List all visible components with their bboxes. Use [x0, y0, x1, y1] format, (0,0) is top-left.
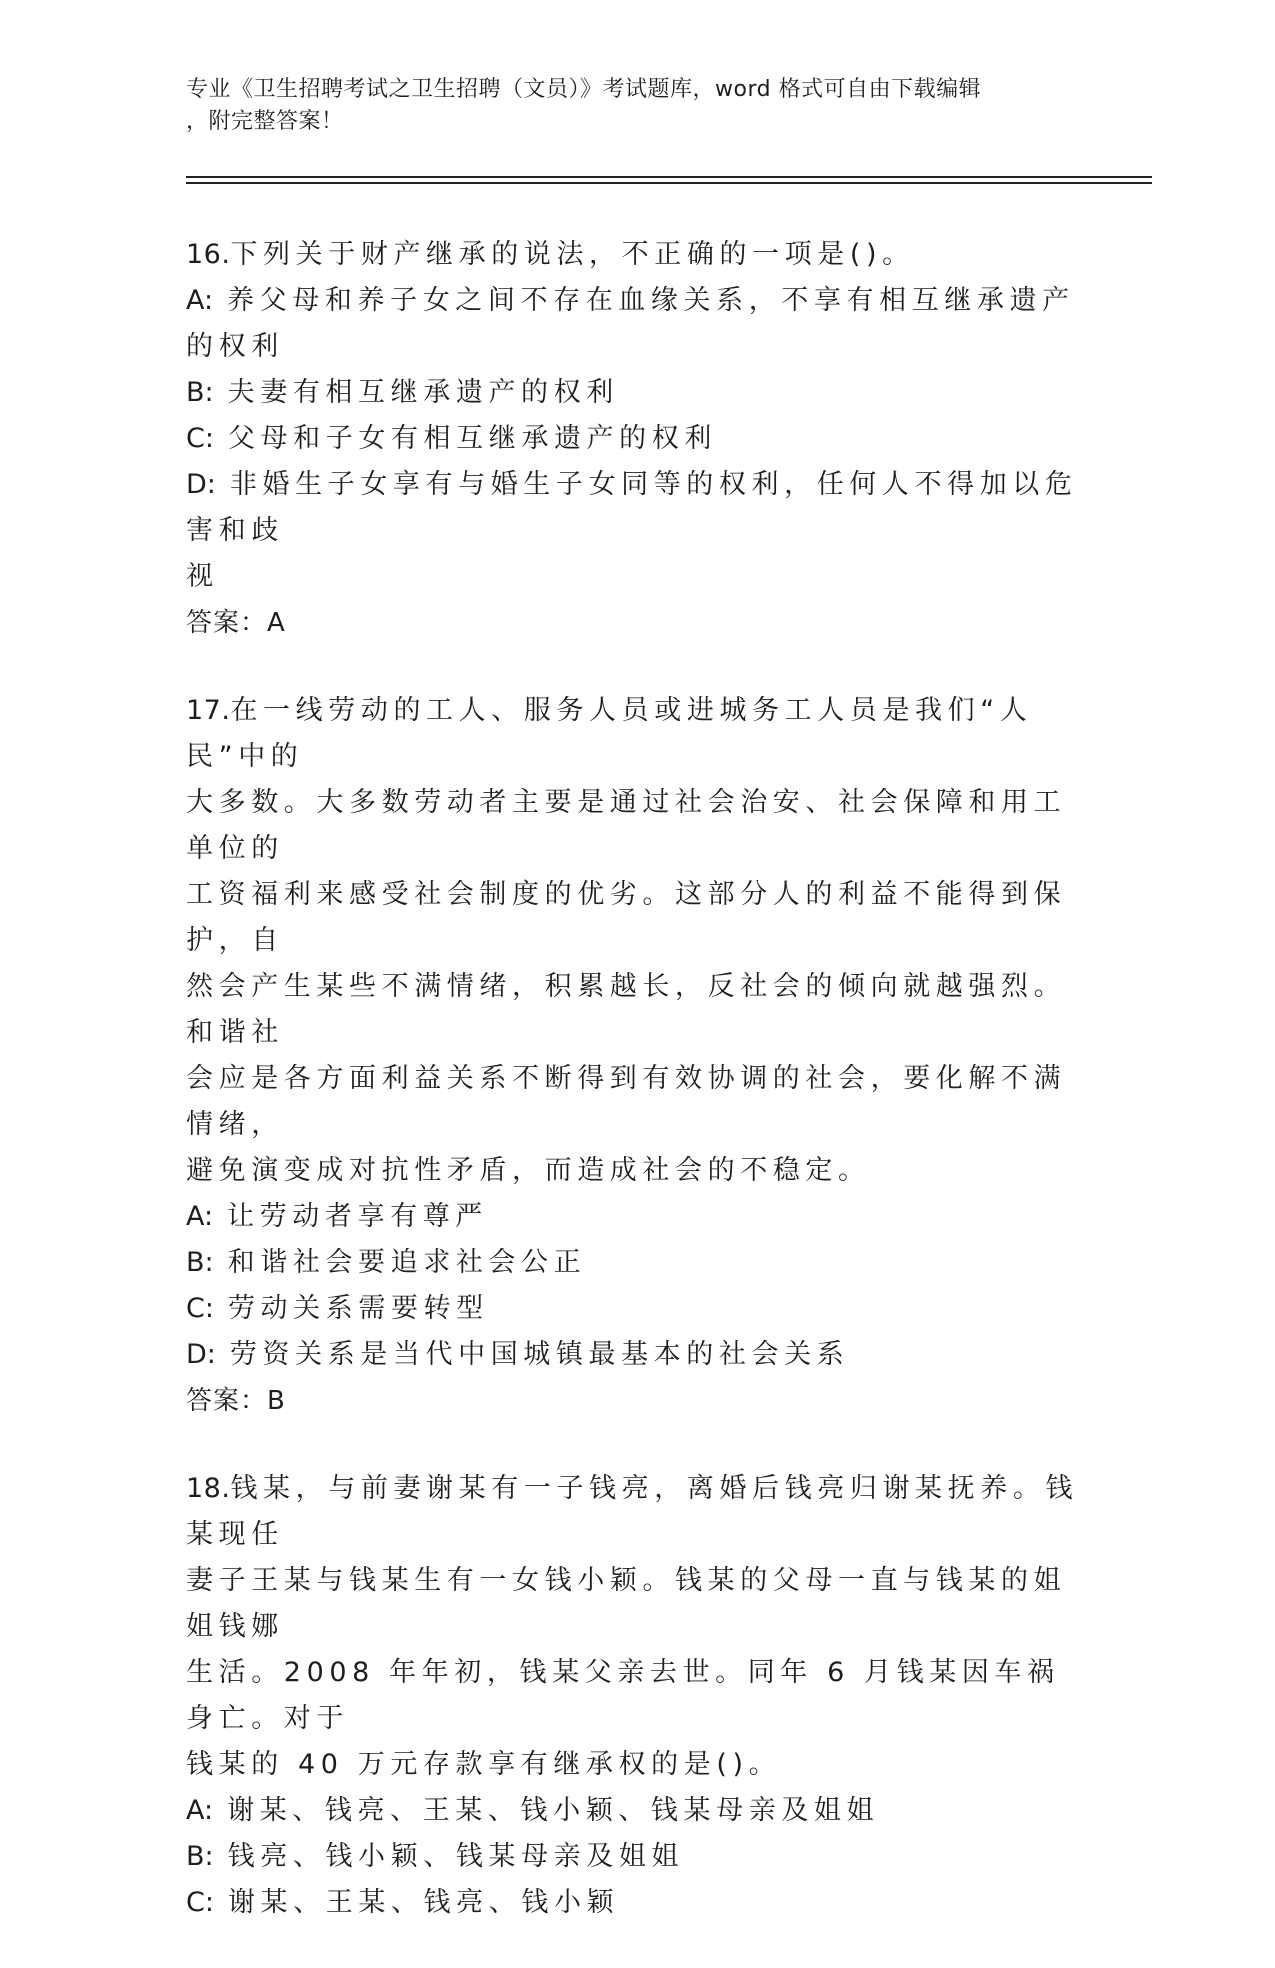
question-stem-line [186, 1148, 1086, 1194]
question-stem-line [186, 1466, 1086, 1558]
question-list [186, 232, 1086, 1968]
answer-line: 答案：B [186, 1386, 286, 1416]
header-line-2: ，附完整答案！ [186, 109, 344, 134]
question-stem-text: 工资福利来感受社会制度的优劣。这部分人的利益不能得到保护，自 [186, 879, 1067, 956]
option-text: 非婚生子女享有与婚生子女同等的权利，任何人不得加以危害和歧 [186, 469, 1078, 546]
option-key: A: [186, 285, 214, 316]
option-key: B: [186, 377, 214, 408]
option-a [186, 1788, 1086, 1834]
option-key: B: [186, 1247, 214, 1278]
option-c [186, 416, 1086, 462]
question-16 [186, 232, 1086, 646]
question-stem-text: 钱某的 40 万元存款享有继承权的是()。 [186, 1749, 782, 1780]
question-stem-line [186, 1558, 1086, 1650]
option-key: C: [186, 423, 214, 454]
question-stem-text: 会应是各方面利益关系不断得到有效协调的社会，要化解不满情绪， [186, 1063, 1067, 1140]
question-stem-text: 然会产生某些不满情绪，积累越长，反社会的倾向就越强烈。和谐社 [186, 971, 1067, 1048]
option-text: 父母和子女有相互继承遗产的权利 [227, 423, 717, 454]
header-divider-bottom [186, 182, 1152, 184]
question-stem-text: 大多数。大多数劳动者主要是通过社会治安、社会保障和用工单位的 [186, 787, 1067, 864]
answer-line: 答案：A [186, 608, 286, 638]
option-key: D: [186, 469, 216, 500]
option-text: 谢某、钱亮、王某、钱小颖、钱某母亲及姐姐 [227, 1795, 880, 1826]
question-stem-line [186, 232, 1086, 278]
option-c [186, 1880, 1086, 1926]
question-number: 17. [186, 695, 231, 726]
option-a [186, 278, 1086, 370]
question-stem-line [186, 688, 1086, 780]
option-d [186, 1332, 1086, 1378]
question-stem-text: 生活。2008 年年初，钱某父亲去世。同年 6 月钱某因车祸身亡。对于 [186, 1657, 1060, 1734]
option-key: C: [186, 1293, 214, 1324]
option-text: 劳资关系是当代中国城镇最基本的社会关系 [229, 1339, 850, 1370]
question-stem-line [186, 872, 1086, 964]
option-d-continued [186, 554, 1086, 600]
option-b [186, 1834, 1086, 1880]
option-text: 视 [186, 561, 219, 592]
option-key: A: [186, 1795, 214, 1826]
option-key: C: [186, 1887, 214, 1918]
question-stem-text: 下列关于财产继承的说法，不正确的一项是()。 [230, 239, 915, 270]
question-17 [186, 688, 1086, 1424]
question-stem-text: 钱某，与前妻谢某有一子钱亮，离婚后钱亮归谢某抚养。钱某现任 [186, 1473, 1079, 1550]
option-key: D: [186, 1339, 216, 1370]
question-stem-line [186, 1742, 1086, 1788]
option-b [186, 370, 1086, 416]
document-header [186, 74, 1066, 138]
header-divider-top [186, 176, 1152, 178]
option-a [186, 1194, 1086, 1240]
option-text: 劳动关系需要转型 [227, 1293, 489, 1324]
option-text: 和谐社会要追求社会公正 [227, 1247, 587, 1278]
option-text: 谢某、王某、钱亮、钱小颖 [227, 1887, 620, 1918]
option-c [186, 1286, 1086, 1332]
question-number: 16. [186, 239, 231, 270]
option-text: 让劳动者享有尊严 [227, 1201, 488, 1232]
question-18 [186, 1466, 1086, 1926]
option-b [186, 1240, 1086, 1286]
header-line-1: 专业《卫生招聘考试之卫生招聘（文员）》考试题库，word 格式可自由下载编辑 [186, 77, 982, 102]
option-key: B: [186, 1841, 214, 1872]
option-text: 钱亮、钱小颖、钱某母亲及姐姐 [227, 1841, 685, 1872]
question-stem-text: 妻子王某与钱某生有一女钱小颖。钱某的父母一直与钱某的姐姐钱娜 [186, 1565, 1067, 1642]
option-key: A: [186, 1201, 214, 1232]
option-d [186, 462, 1086, 554]
option-text: 夫妻有相互继承遗产的权利 [227, 377, 619, 408]
question-stem-text: 避免演变成对抗性矛盾，而造成社会的不稳定。 [186, 1155, 871, 1186]
option-text: 养父母和养子女之间不存在血缘关系，不享有相互继承遗产的权利 [186, 285, 1075, 362]
question-stem-line [186, 780, 1086, 872]
question-stem-line [186, 1650, 1086, 1742]
question-stem-line [186, 1056, 1086, 1148]
question-stem-text: 在一线劳动的工人、服务人员或进城务工人员是我们“人民”中的 [186, 695, 1033, 772]
question-number: 18. [186, 1473, 231, 1504]
question-stem-line [186, 964, 1086, 1056]
